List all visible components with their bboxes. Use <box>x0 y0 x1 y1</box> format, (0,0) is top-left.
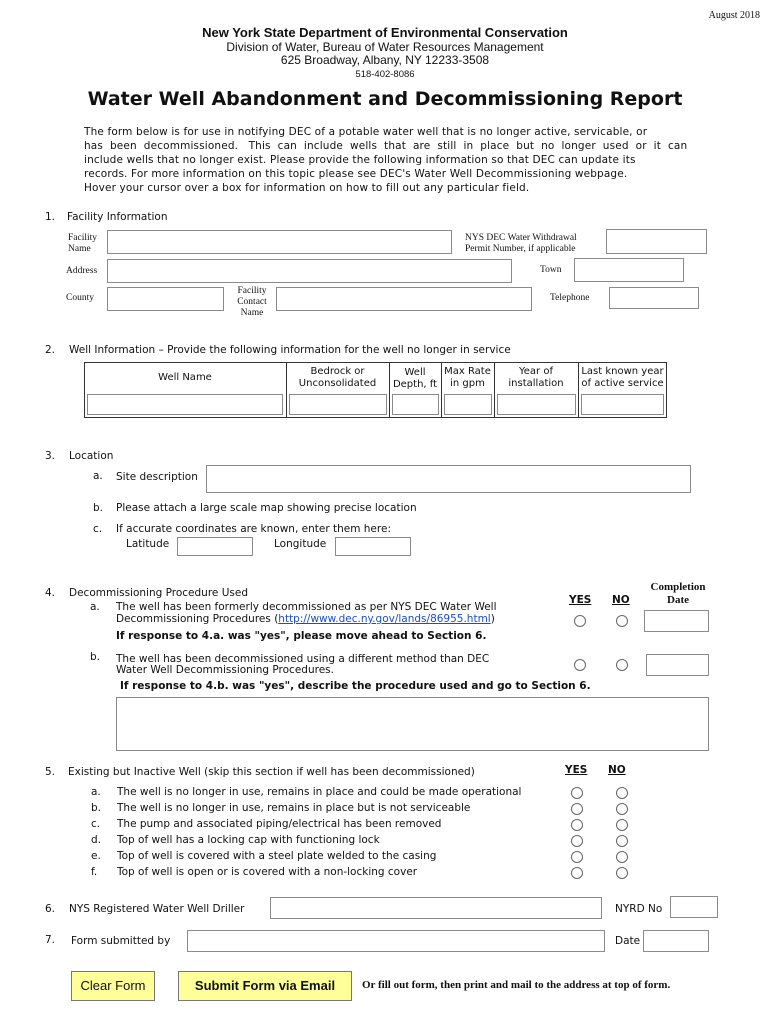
intro-line-4: records. For more information on this topic please see DEC's Water Well Decommissioning webpage. <box>84 168 628 180</box>
procedure-description-input[interactable] <box>116 697 709 751</box>
s5e-yes-radio[interactable] <box>571 851 583 863</box>
s5c-no-radio[interactable] <box>616 819 628 831</box>
last-active-year-input[interactable] <box>581 394 664 415</box>
coords-instruction: If accurate coordinates are known, enter them here: <box>116 523 391 535</box>
s3-b-letter: b. <box>93 502 104 514</box>
contact-label-3: Name <box>240 308 264 318</box>
s5-item-text: The well is no longer in use, remains in place and could be made operational <box>117 786 522 798</box>
county-label: County <box>66 293 94 303</box>
s5-item-text: Top of well is open or is covered with a non-locking cover <box>117 866 418 878</box>
s4-a-text-2a: Decommissioning Procedures ( <box>116 613 279 625</box>
completion-date-header <box>636 581 720 607</box>
last-line-2: of active service <box>581 378 664 389</box>
telephone-input[interactable] <box>609 287 699 309</box>
s5-item-text: The pump and associated piping/electrical has been removed <box>117 818 442 830</box>
s4-a-letter: a. <box>90 601 100 613</box>
col-header-bedrock <box>286 366 389 390</box>
nyrd-label: NYRD No <box>615 903 663 915</box>
header-phone: 518-402-8086 <box>355 69 415 80</box>
s3-number: 3. <box>45 450 56 462</box>
s5-no-header: NO <box>608 764 626 776</box>
s7-number: 7. <box>45 934 56 946</box>
org-name: New York State Department of Environmental Conservation <box>202 25 568 40</box>
col-header-depth <box>389 367 441 391</box>
contact-name-input[interactable] <box>276 287 532 311</box>
facility-name-label <box>68 233 97 255</box>
s5f-no-radio[interactable] <box>616 867 628 879</box>
bedrock-input[interactable] <box>289 394 387 415</box>
clear-form-button[interactable]: Clear Form <box>71 971 155 1001</box>
s1-heading: Facility Information <box>67 211 168 223</box>
depth-line-2: Depth, ft <box>392 379 438 390</box>
s4a-no-radio[interactable] <box>616 615 628 627</box>
form-date: August 2018 <box>708 10 760 21</box>
site-description-label: Site description <box>116 471 198 483</box>
s5-item-letter: a. <box>91 786 101 798</box>
driller-label: NYS Registered Water Well Driller <box>69 903 245 915</box>
max-rate-input[interactable] <box>444 394 492 415</box>
s5-item-text: The well is no longer in use, remains in place but is not serviceable <box>117 802 471 814</box>
s5-item-letter: e. <box>91 850 101 862</box>
submitted-by-label: Form submitted by <box>71 935 171 947</box>
year-line-1: Year of <box>519 366 553 377</box>
telephone-label: Telephone <box>550 293 590 303</box>
s5-heading: Existing but Inactive Well (skip this section if well has been decommissioned) <box>68 766 475 778</box>
s4-a-note: If response to 4.a. was "yes", please move ahead to Section 6. <box>116 630 487 642</box>
facility-name-input[interactable] <box>107 230 452 254</box>
s3-a-letter: a. <box>93 470 103 482</box>
date-label: Date <box>615 935 641 947</box>
year-installed-input[interactable] <box>497 394 576 415</box>
year-line-2: installation <box>508 378 564 389</box>
s5b-yes-radio[interactable] <box>571 803 583 815</box>
site-description-input[interactable] <box>206 465 691 493</box>
s4a-completion-date-input[interactable] <box>644 610 709 632</box>
submitted-by-input[interactable] <box>187 930 605 952</box>
permit-number-label <box>465 233 577 255</box>
s4-a-text-2b: ) <box>490 613 495 625</box>
s5d-no-radio[interactable] <box>616 835 628 847</box>
col-header-well-name: Well Name <box>158 372 212 383</box>
s4a-yes-radio[interactable] <box>574 615 586 627</box>
last-line-1: Last known year <box>581 366 664 377</box>
s4-yes-header: YES <box>569 594 592 606</box>
date-input[interactable] <box>643 930 709 952</box>
header-address: 625 Broadway, Albany, NY 12233-3508 <box>280 53 490 67</box>
well-name-input[interactable] <box>87 394 283 415</box>
col-header-last-active <box>578 366 667 390</box>
procedures-link[interactable]: http://www.dec.ny.gov/lands/86955.html <box>278 613 491 625</box>
address-label: Address <box>66 266 98 276</box>
s5c-yes-radio[interactable] <box>571 819 583 831</box>
s4-a-text-1: The well has been formerly decommissioned as per NYS DEC Water Well <box>116 601 497 613</box>
rate-line-2: in gpm <box>450 378 485 389</box>
s3-c-letter: c. <box>93 523 103 535</box>
permit-number-input[interactable] <box>606 229 707 254</box>
s5-item-letter: f. <box>91 866 98 878</box>
col-header-max-rate <box>441 366 494 390</box>
bedrock-line-2: Unconsolidated <box>298 378 377 389</box>
division-name: Division of Water, Bureau of Water Resources Management <box>226 40 544 54</box>
mail-instruction: Or fill out form, then print and mail to the address at top of form. <box>362 979 671 991</box>
s4b-no-radio[interactable] <box>616 659 628 671</box>
s5-number: 5. <box>45 766 56 778</box>
s4b-completion-date-input[interactable] <box>646 654 709 676</box>
county-input[interactable] <box>107 287 224 311</box>
s4-b-letter: b. <box>90 651 101 663</box>
permit-label-2: Permit Number, if applicable <box>465 244 576 254</box>
contact-label-2: Contact <box>237 297 267 307</box>
s4b-yes-radio[interactable] <box>574 659 586 671</box>
longitude-label: Longitude <box>274 538 327 550</box>
page-title: Water Well Abandonment and Decommissioning Report <box>87 88 683 110</box>
longitude-input[interactable] <box>335 537 411 556</box>
rate-line-1: Max Rate <box>444 366 491 377</box>
s5d-yes-radio[interactable] <box>571 835 583 847</box>
intro-line-1: The form below is for use in notifying DEC of a potable water well that is no longer active, servicable, or <box>84 126 648 138</box>
s5f-yes-radio[interactable] <box>571 867 583 879</box>
s3-heading: Location <box>69 450 114 462</box>
completion-line-2: Date <box>667 594 689 606</box>
contact-label-1: Facility <box>237 286 267 296</box>
s4-b-text-2: Water Well Decommissioning Procedures. <box>116 664 334 676</box>
s5e-no-radio[interactable] <box>616 851 628 863</box>
facility-name-label-2: Name <box>68 244 91 254</box>
s5-item-letter: c. <box>91 818 101 830</box>
s5-item-text: Top of well is covered with a steel plate welded to the casing <box>117 850 437 862</box>
intro-line-2: has been decommissioned. This can include wells that are still in place but no longer used or it can <box>84 140 688 152</box>
town-input[interactable] <box>574 258 684 282</box>
intro-line-5: Hover your cursor over a box for information on how to fill out any particular field. <box>84 182 530 194</box>
completion-line-1: Completion <box>650 581 706 593</box>
s4-heading: Decommissioning Procedure Used <box>69 587 249 599</box>
s4-no-header: NO <box>612 594 630 606</box>
s4-b-note: If response to 4.b. was "yes", describe the procedure used and go to Section 6. <box>120 680 591 692</box>
bedrock-line-1: Bedrock or <box>310 366 365 377</box>
driller-input[interactable] <box>270 897 602 919</box>
contact-name-label <box>228 286 276 319</box>
latitude-label: Latitude <box>126 538 170 550</box>
s2-heading: Well Information – Provide the following information for the well no longer in service <box>69 344 511 356</box>
col-header-year-installed <box>494 366 578 390</box>
s6-number: 6. <box>45 903 56 915</box>
s2-number: 2. <box>45 344 56 356</box>
s5-item-text: Top of well has a locking cap with functioning lock <box>117 834 380 846</box>
nyrd-input[interactable] <box>670 896 718 918</box>
intro-line-3: include wells that no longer exist. Please provide the following information so that DEC can update its <box>84 154 636 166</box>
map-instruction: Please attach a large scale map showing precise location <box>116 502 417 514</box>
s5a-no-radio[interactable] <box>616 787 628 799</box>
s4-b-text-1: The well has been decommissioned using a different method than DEC <box>116 653 490 665</box>
s5a-yes-radio[interactable] <box>571 787 583 799</box>
facility-name-label-1: Facility <box>68 233 98 243</box>
s4-number: 4. <box>45 587 56 599</box>
s4-a-text-2 <box>116 613 495 625</box>
s1-number: 1. <box>45 211 56 223</box>
town-label: Town <box>540 265 562 275</box>
well-depth-input[interactable] <box>392 394 439 415</box>
s5-yes-header: YES <box>565 764 588 776</box>
latitude-input[interactable] <box>177 537 253 556</box>
address-input[interactable] <box>107 259 512 283</box>
permit-label-1: NYS DEC Water Withdrawal <box>465 233 577 243</box>
depth-line-1: Well <box>404 367 426 378</box>
submit-email-button[interactable]: Submit Form via Email <box>178 971 352 1001</box>
s5-item-letter: b. <box>91 802 102 814</box>
s5-item-letter: d. <box>91 834 102 846</box>
s5b-no-radio[interactable] <box>616 803 628 815</box>
